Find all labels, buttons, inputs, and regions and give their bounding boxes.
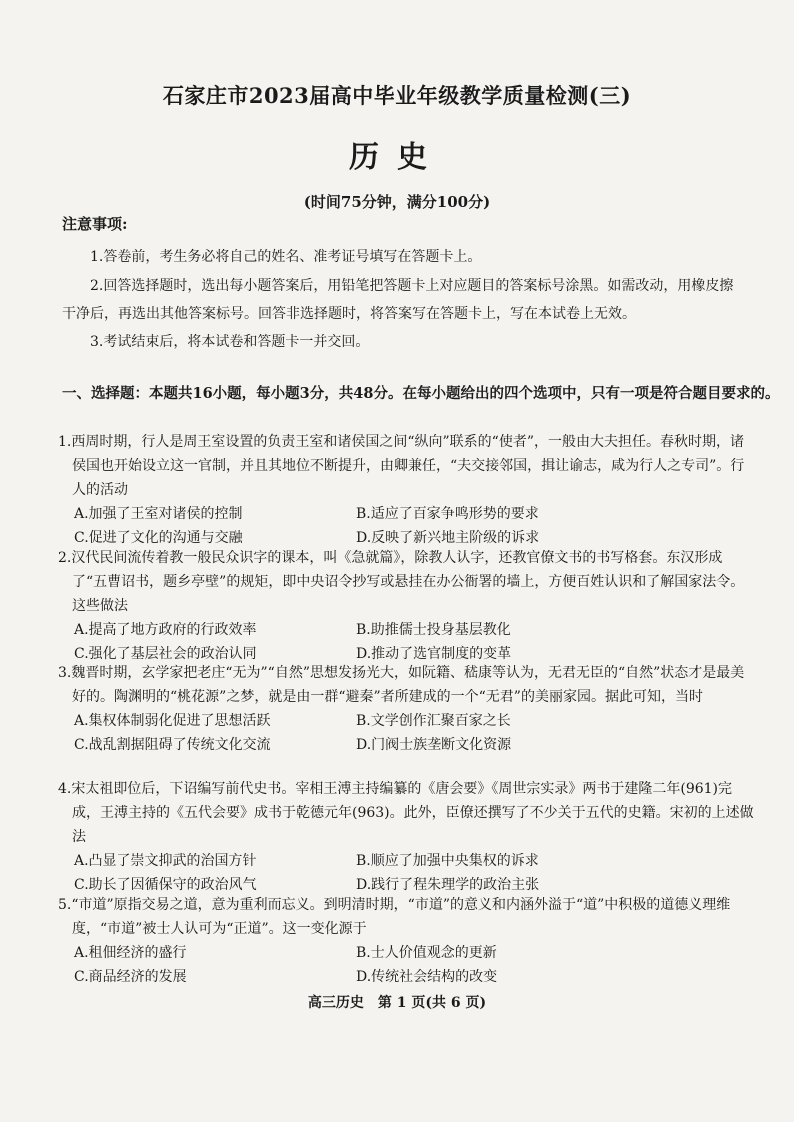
option-list bbox=[58, 618, 756, 666]
option-c[interactable]: C.强化了基层社会的政治认同 bbox=[74, 646, 257, 662]
option-a[interactable]: A.加强了王室对诸侯的控制 bbox=[74, 506, 243, 522]
exam-title: 石家庄市2023届高中毕业年级教学质量检测(三) bbox=[162, 83, 632, 108]
option-b[interactable]: B.适应了百家争鸣形势的要求 bbox=[356, 506, 539, 522]
page-footer: 高三历史 第 1 页(共 6 页) bbox=[307, 995, 487, 1011]
question-3 bbox=[58, 661, 756, 757]
subject-title: 历史 bbox=[349, 140, 445, 175]
question-stem: 4.宋太祖即位后，下诏编写前代史书。宰相王溥主持编纂的《唐会要》《周世宗实录》两书于建隆二年(961)完成，王溥主持的《五代会要》成书于乾德元年(963)。此外，臣僚还撰写了不少关于五代的史籍。宋初的上述做法 bbox=[58, 781, 754, 845]
section-heading: 一、选择题：本题共16小题，每小题3分，共48分。在每小题给出的四个选项中，只有一项是符合题目要求的。 bbox=[62, 385, 780, 402]
question-stem: 2.汉代民间流传着教一般民众识字的课本，叫《急就篇》，除教人认字，还教官僚文书的书写格套。东汉形成了“五曹诏书，题乡亭壁”的规矩，即中央诏令抄写或悬挂在办公衙署的墙上，方便百姓认识和了解国家法令。这些做法 bbox=[58, 550, 745, 614]
question-stem: 1.西周时期，行人是周王室设置的负责王室和诸侯国之间“纵向”联系的“使者”，一般由大夫担任。春秋时期，诸侯国也开始设立这一官制，并且其地位不断提升，由卿兼任，“夫交接邻国，揖让谕志，咸为行人之专司”。行人的活动 bbox=[58, 434, 745, 498]
option-list bbox=[58, 502, 756, 550]
note-item: 1.答卷前，考生务必将自己的姓名、准考证号填写在答题卡上。 bbox=[90, 249, 482, 265]
note-item: 3.考试结束后，将本试卷和答题卡一并交回。 bbox=[90, 334, 370, 350]
time-limit: (时间75分钟，满分100分) bbox=[303, 193, 491, 211]
option-a[interactable]: A.集权体制弱化促进了思想活跃 bbox=[74, 713, 271, 729]
option-d[interactable]: D.反映了新兴地主阶级的诉求 bbox=[356, 530, 540, 546]
question-stem: 3.魏晋时期，玄学家把老庄“无为”“自然”思想发扬光大，如阮籍、嵇康等认为，无君无臣的“自然”状态才是最美好的。陶渊明的“桃花源”之梦，就是由一群“避秦”者所建成的一个“无君”的美丽家园。据此可知，当时 bbox=[58, 665, 745, 705]
option-b[interactable]: B.助推儒士投身基层教化 bbox=[356, 622, 511, 638]
option-b[interactable]: B.文学创作汇聚百家之长 bbox=[356, 713, 511, 729]
option-d[interactable]: D.推动了选官制度的变革 bbox=[356, 646, 512, 662]
question-5 bbox=[58, 893, 756, 989]
option-list bbox=[58, 849, 756, 897]
question-stem: 5.“市道”原指交易之道，意为重利而忘义。到明清时期，“市道”的意义和内涵外溢于“道”中积极的道德义理维度，“市道”被士人认可为“正道”。这一变化源于 bbox=[58, 897, 731, 937]
note-item: 2.回答选择题时，选出每小题答案后，用铅笔把答题卡上对应题目的答案标号涂黑。如需改动，用橡皮擦干净后，再选出其他答案标号。回答非选择题时，将答案写在答题卡上，写在本试卷上无效。 bbox=[62, 278, 734, 322]
question-1 bbox=[58, 430, 756, 550]
option-a[interactable]: A.凸显了崇文抑武的治国方针 bbox=[74, 853, 257, 869]
option-a[interactable]: A.提高了地方政府的行政效率 bbox=[74, 622, 257, 638]
question-2 bbox=[58, 546, 756, 666]
option-d[interactable]: D.传统社会结构的改变 bbox=[356, 969, 498, 985]
option-a[interactable]: A.租佃经济的盛行 bbox=[74, 945, 187, 961]
option-b[interactable]: B.顺应了加强中央集权的诉求 bbox=[356, 853, 539, 869]
option-list bbox=[58, 941, 756, 989]
option-d[interactable]: D.践行了程朱理学的政治主张 bbox=[356, 877, 540, 893]
option-c[interactable]: C.助长了因循保守的政治风气 bbox=[74, 877, 257, 893]
option-c[interactable]: C.促进了文化的沟通与交融 bbox=[74, 530, 243, 546]
option-d[interactable]: D.门阀士族垄断文化资源 bbox=[356, 737, 512, 753]
notes-heading: 注意事项: bbox=[62, 215, 128, 233]
option-c[interactable]: C.战乱割据阻碍了传统文化交流 bbox=[74, 737, 271, 753]
option-list bbox=[58, 709, 756, 757]
option-b[interactable]: B.士人价值观念的更新 bbox=[356, 945, 497, 961]
question-4 bbox=[58, 777, 756, 897]
option-c[interactable]: C.商品经济的发展 bbox=[74, 969, 187, 985]
